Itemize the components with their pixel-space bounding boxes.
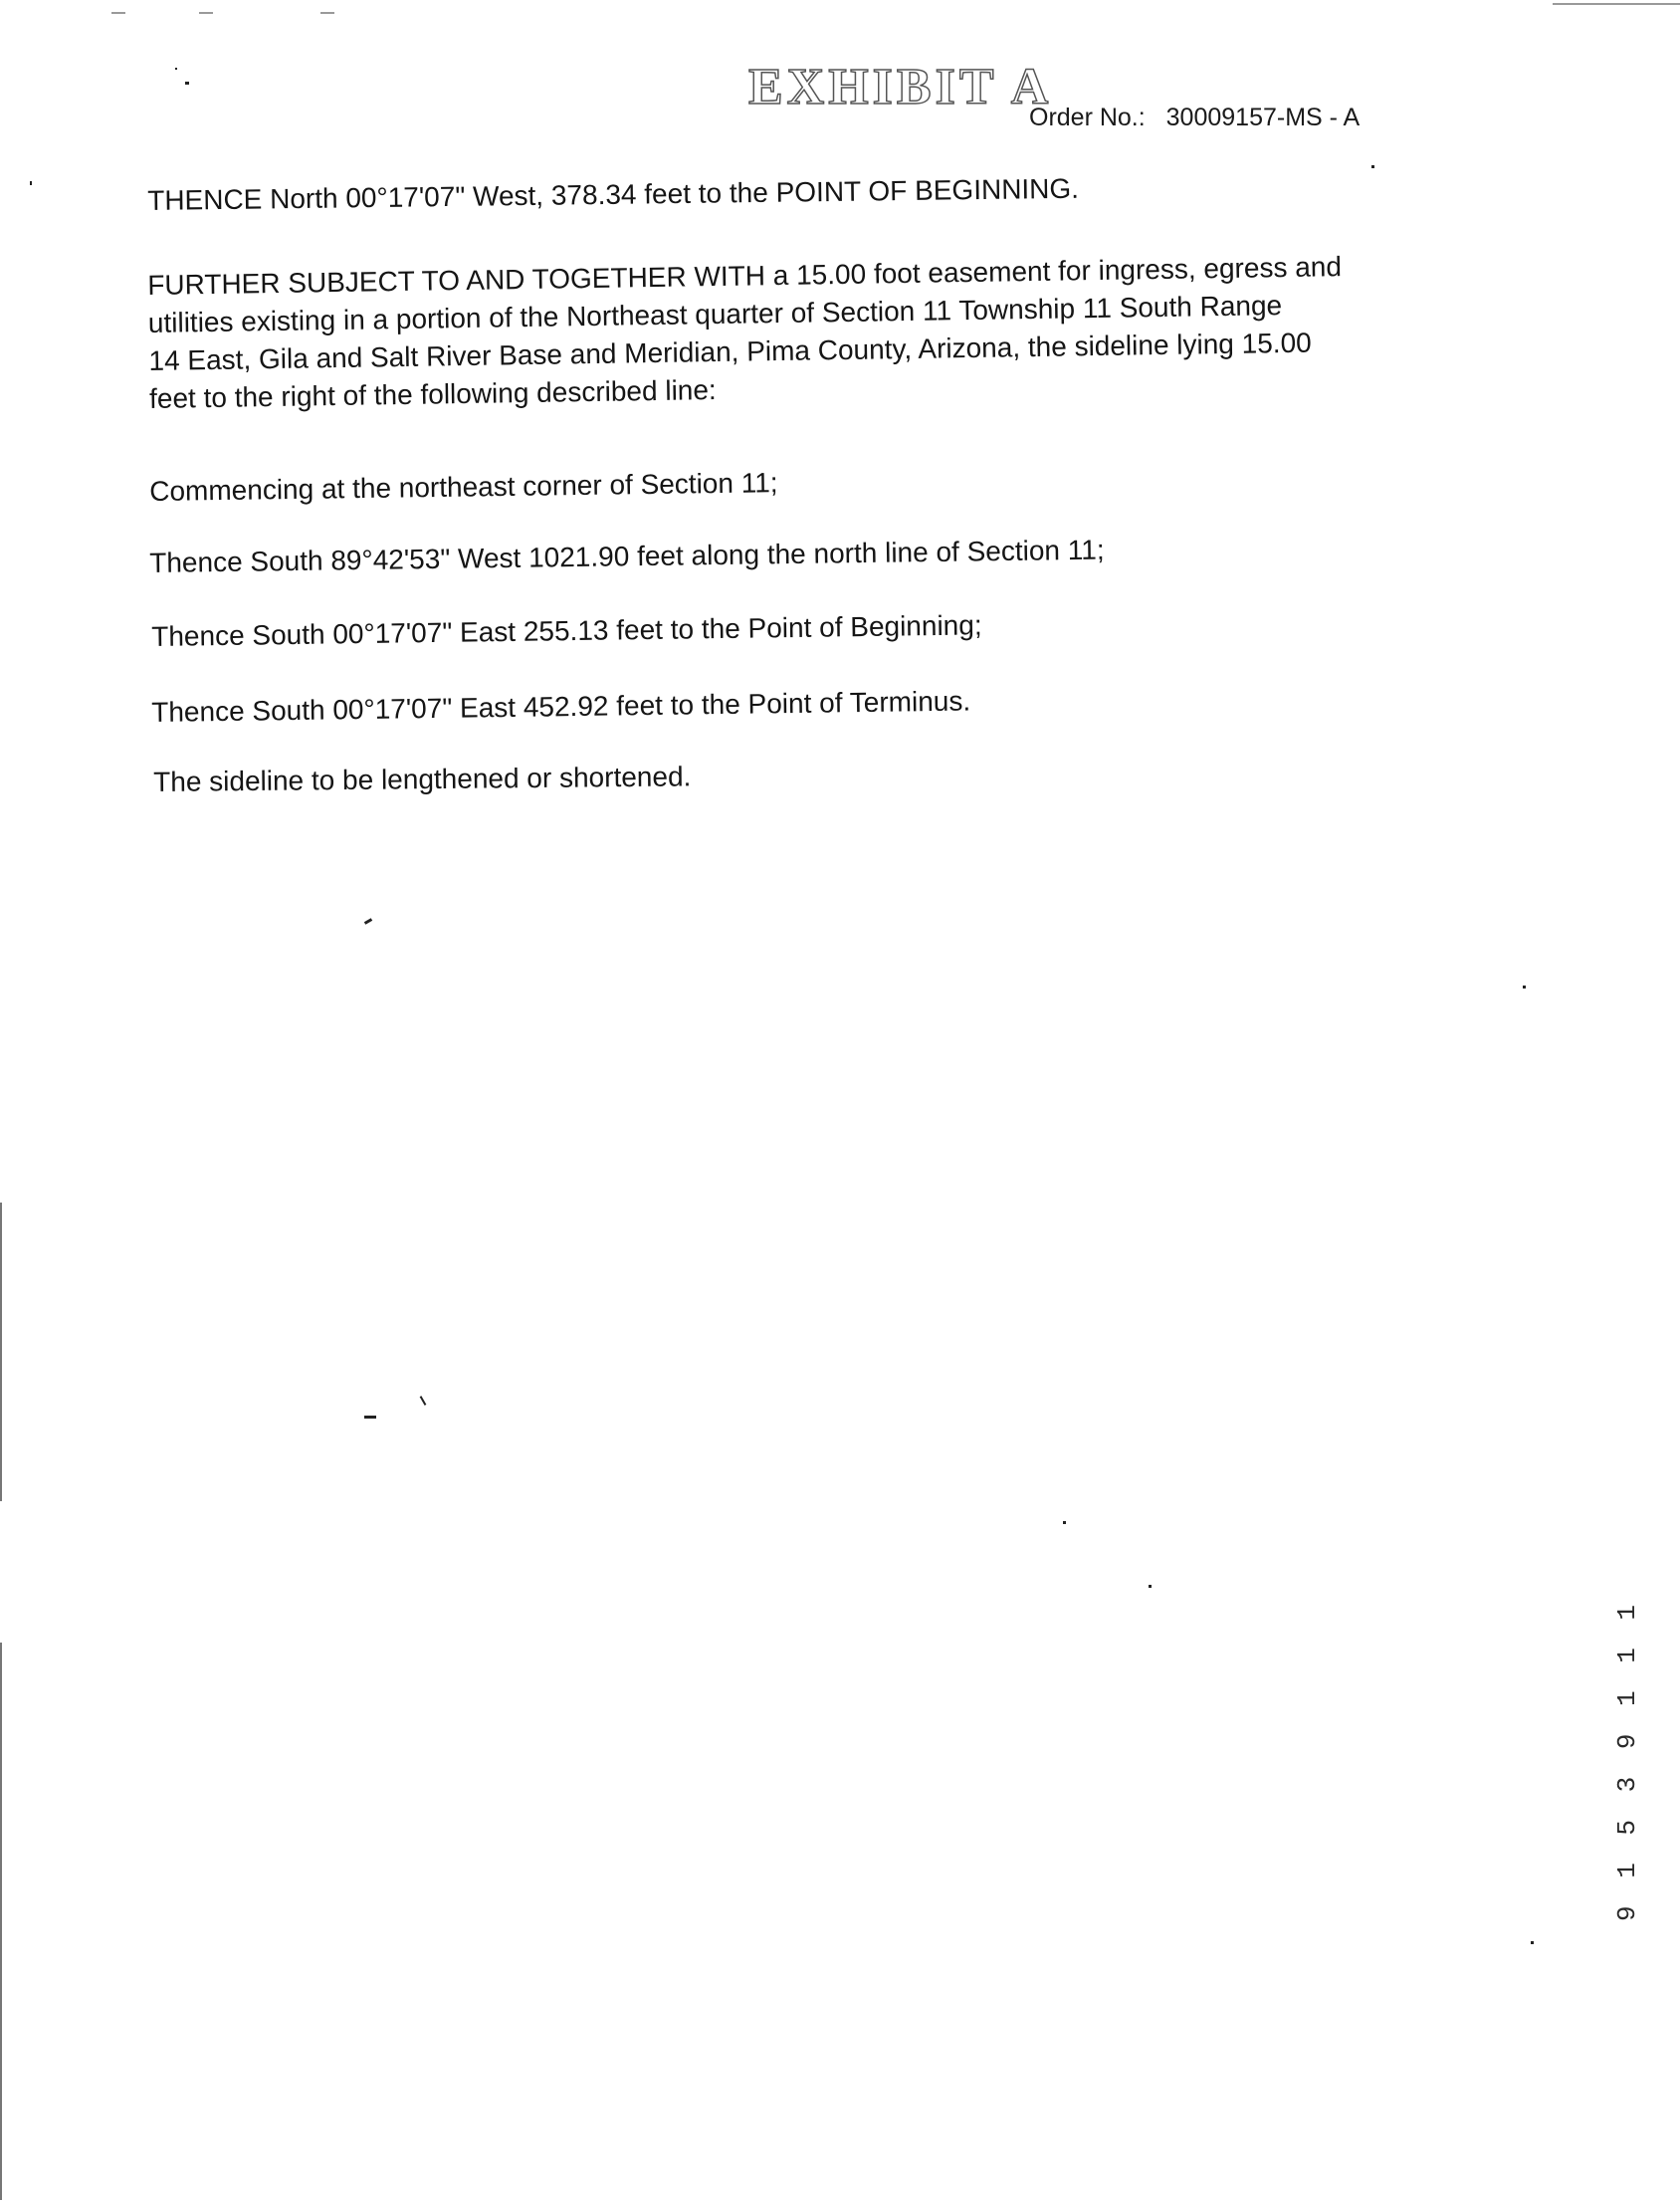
thence-opening-line: THENCE North 00°17'07" West, 378.34 feet to the POINT OF BEGINNING. <box>147 172 1080 216</box>
course-line-1: Thence South 89°42'53" West 1021.90 feet along the north line of Section 11; <box>149 534 1105 578</box>
closing-line: The sideline to be lengthened or shortened. <box>153 761 692 797</box>
scan-speck <box>364 918 372 925</box>
scan-speck <box>1063 1521 1066 1524</box>
easement-line: feet to the right of the following described line: <box>148 374 717 414</box>
scan-speck <box>185 82 189 85</box>
scan-speck <box>175 68 177 70</box>
scan-speck <box>1523 986 1526 989</box>
recording-stamp <box>1612 1583 1648 1921</box>
easement-line: FURTHER SUBJECT TO AND TOGETHER WITH a 15.00 foot easement for ingress, egress and <box>147 251 1343 301</box>
scan-mark <box>199 12 213 14</box>
scan-mark <box>320 12 334 14</box>
scan-speck <box>1531 1941 1534 1944</box>
scan-speck <box>420 1396 427 1406</box>
recording-stamp-text: 9 1 5 3 9 1 1 1 <box>1612 1598 1642 1921</box>
scan-speck <box>30 181 32 185</box>
order-number-label: Order No.: <box>1029 104 1146 131</box>
easement-paragraph <box>147 247 1443 418</box>
scan-speck <box>1371 165 1374 168</box>
scan-mark <box>1553 3 1680 5</box>
scan-edge-line <box>0 1203 2 1501</box>
course-line-3: Thence South 00°17'07" East 452.92 feet to the Point of Terminus. <box>151 685 971 728</box>
scan-mark <box>111 12 125 14</box>
exhibit-title: EXHIBIT A <box>748 59 1053 115</box>
easement-line: utilities existing in a portion of the Northeast quarter of Section 11 Township 11 South Range <box>147 290 1283 338</box>
order-number-value: 30009157-MS - A <box>1165 104 1361 131</box>
scan-speck <box>1149 1585 1152 1588</box>
commencing-line: Commencing at the northeast corner of Section 11; <box>149 467 778 507</box>
course-line-2: Thence South 00°17'07" East 255.13 feet to the Point of Beginning; <box>151 609 982 652</box>
scan-speck <box>364 1416 376 1419</box>
easement-line: 14 East, Gila and Salt River Base and Meridian, Pima County, Arizona, the sideline lying 15.00 <box>148 327 1312 376</box>
scan-edge-line <box>0 1643 2 2200</box>
order-number-line <box>1029 104 1360 132</box>
